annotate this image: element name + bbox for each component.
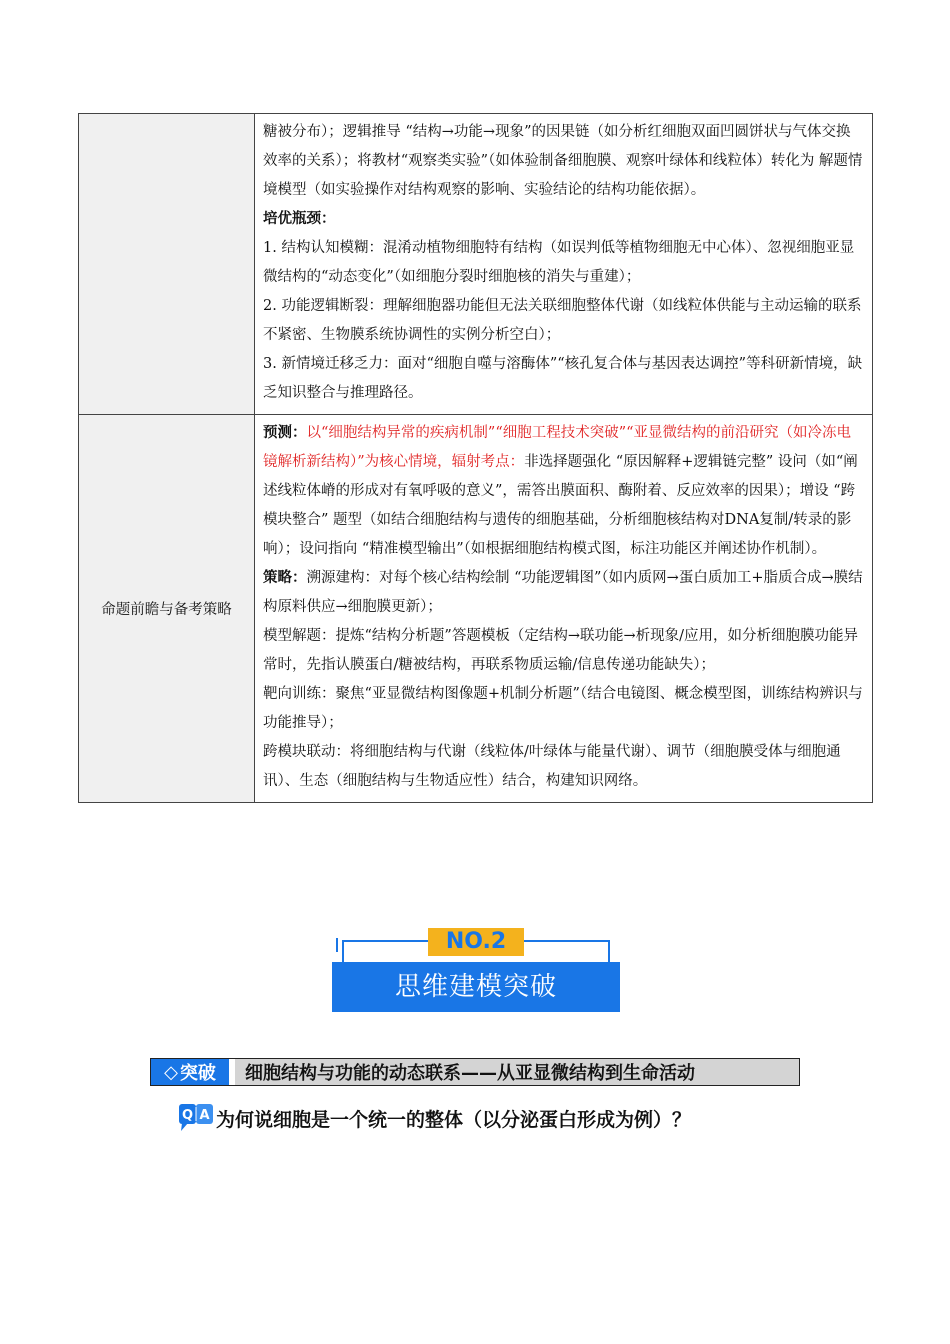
strategy-table: [78, 113, 873, 803]
row-content: [255, 415, 873, 803]
forecast-highlight: 以“细胞结构异常的疾病机制”“细胞工程技术突破”“亚显微结构的前沿研究（如冷冻电镜解析新结构）”为核心情境，辐射考点：: [263, 425, 852, 470]
bottleneck-heading: 培优瓶颈：: [263, 211, 336, 227]
section-banner: [330, 928, 622, 1014]
strategy-paragraph: [263, 564, 864, 622]
forecast-paragraph: [263, 419, 864, 564]
strategy-heading: 策略：: [263, 570, 307, 586]
bottleneck-item: 3. 新情境迁移乏力：面对“细胞自噬与溶酶体”“核孔复合体与基因表达调控”等科研新情境，缺乏知识整合与推理路径。: [263, 356, 863, 401]
strategy-item: 模型解题：提炼“结构分析题”答题模板（定结构→联功能→析现象/应用，如分析细胞膜功能异常时，先指认膜蛋白/糖被结构，再联系物质运输/信息传递功能缺失）；: [263, 628, 859, 673]
row-content: [255, 114, 873, 415]
breakthrough-bar: [150, 1058, 800, 1086]
diamond-icon: ◇: [164, 1061, 178, 1083]
banner-number: NO.2: [428, 928, 524, 956]
qa-icon: [178, 1103, 214, 1133]
strategy-item: 靶向训练：聚焦“亚显微结构图像题+机制分析题”（结合电镜图、概念模型图，训练结构辨识与功能推导）；: [263, 686, 863, 731]
row-label: 命题前瞻与备考策略: [79, 415, 255, 803]
bottleneck-item: 2. 功能逻辑断裂：理解细胞器功能但无法关联细胞整体代谢（如线粒体供能与主动运输的联系不紧密、生物膜系统协调性的实例分析空白）；: [263, 298, 862, 343]
analysis-paragraph: 糖被分布）；逻辑推导 “结构→功能→现象”的因果链（如分析红细胞双面凹圆饼状与气体交换效率的关系）；将教材“观察类实验”（如体验制备细胞膜、观察叶绿体和线粒体）转化为 解题情境模型（如实验操作对结构观察的影响、实验结论的结构功能依据）。: [263, 124, 863, 198]
table-row: [79, 114, 873, 415]
forecast-heading: 预测：: [263, 425, 307, 441]
bottleneck-item: 1. 结构认知模糊：混淆动植物细胞特有结构（如误判低等植物细胞无中心体）、忽视细胞亚显微结构的“动态变化”（如细胞分裂时细胞核的消失与重建）；: [263, 240, 855, 285]
svg-text:Q: Q: [181, 1108, 194, 1123]
table-row: [79, 415, 873, 803]
strategy-item: 跨模块联动：将细胞结构与代谢（线粒体/叶绿体与能量代谢）、调节（细胞膜受体与细胞通讯）、生态（细胞结构与生物适应性）结合，构建知识网络。: [263, 744, 841, 789]
qa-question: [178, 1102, 691, 1134]
banner-decoration: [336, 938, 338, 952]
svg-text:A: A: [199, 1108, 210, 1123]
breakthrough-tag: [151, 1059, 229, 1085]
breakthrough-title: 细胞结构与功能的动态联系——从亚显微结构到生命活动: [235, 1059, 799, 1085]
forecast-text: 非选择题强化 “原因解释+逻辑链完整” 设问（如“阐述线粒体嵴的形成对有氧呼吸的意义”，需答出膜面积、酶附着、反应效率的因果）；增设 “跨模块整合” 题型（如结合细胞结构与遗传的细胞基础，分析细胞核结构对DNA复制/转录的影响）；设问指向 “精准模型输出”（如根据细胞结构模式图，标注功能区并阐述协作机制）。: [263, 454, 858, 557]
row-label: [79, 114, 255, 415]
question-text: 为何说细胞是一个统一的整体（以分泌蛋白形成为例）？: [216, 1108, 692, 1131]
strategy-text: 溯源建构：对每个核心结构绘制 “功能逻辑图”（如内质网→蛋白质加工+脂质合成→膜结构原料供应→细胞膜更新）；: [263, 570, 863, 615]
breakthrough-tag-label: 突破: [179, 1063, 216, 1084]
banner-title: 思维建模突破: [332, 962, 620, 1012]
